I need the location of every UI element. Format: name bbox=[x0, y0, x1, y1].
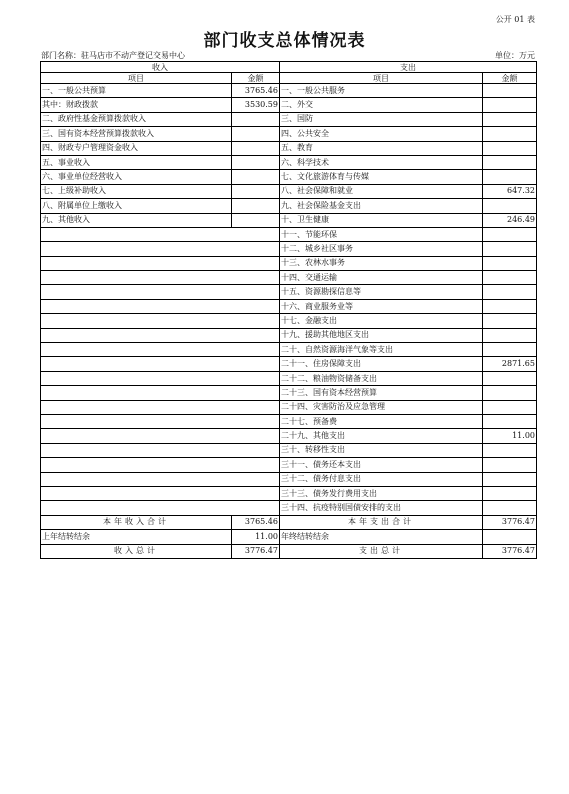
expense-item: 五、教育 bbox=[280, 141, 483, 155]
carryover-in: 11.00 bbox=[232, 530, 280, 544]
expense-amount bbox=[483, 443, 537, 457]
expense-amount bbox=[483, 414, 537, 428]
report-code: 公开 01 表 bbox=[495, 15, 535, 24]
expense-amount bbox=[483, 242, 537, 256]
expense-item: 十五、资源勘探信息等 bbox=[280, 285, 483, 299]
table-row bbox=[41, 371, 537, 385]
table-row bbox=[41, 170, 537, 184]
table-row bbox=[41, 458, 537, 472]
income-empty bbox=[41, 256, 280, 270]
table-row bbox=[41, 285, 537, 299]
income-empty bbox=[41, 242, 280, 256]
table-row bbox=[41, 486, 537, 500]
grand-income-label: 收入总计 bbox=[41, 544, 232, 558]
table-row bbox=[41, 357, 537, 371]
expense-item: 二十四、灾害防治及应急管理 bbox=[280, 400, 483, 414]
unit-label: 单位：万元 bbox=[495, 51, 535, 60]
income-empty bbox=[41, 357, 280, 371]
table-row bbox=[41, 429, 537, 443]
income-item: 二、政府性基金预算拨款收入 bbox=[41, 112, 232, 126]
table-row bbox=[41, 400, 537, 414]
expense-item: 二十三、国有资本经营预算 bbox=[280, 386, 483, 400]
expense-item: 十一、节能环保 bbox=[280, 227, 483, 241]
expense-amount bbox=[483, 386, 537, 400]
table-row bbox=[41, 213, 537, 227]
expense-item: 十、卫生健康 bbox=[280, 213, 483, 227]
expense-amount bbox=[483, 271, 537, 285]
expense-amount bbox=[483, 486, 537, 500]
income-item: 五、事业收入 bbox=[41, 155, 232, 169]
expense-item: 二十二、粮油物资储备支出 bbox=[280, 371, 483, 385]
income-amount: 3530.59 bbox=[232, 98, 280, 112]
income-empty bbox=[41, 314, 280, 328]
expense-amount bbox=[483, 400, 537, 414]
income-item-header: 项目 bbox=[41, 73, 232, 84]
income-amount bbox=[232, 213, 280, 227]
expense-item: 十四、交通运输 bbox=[280, 271, 483, 285]
table-row bbox=[41, 501, 537, 515]
income-amount-header: 金额 bbox=[232, 73, 280, 84]
expense-item: 十九、援助其他地区支出 bbox=[280, 328, 483, 342]
income-empty bbox=[41, 486, 280, 500]
table-row bbox=[41, 242, 537, 256]
table-row bbox=[41, 84, 537, 98]
income-empty bbox=[41, 328, 280, 342]
expense-amount bbox=[483, 314, 537, 328]
expense-item: 三十、转移性支出 bbox=[280, 443, 483, 457]
table-row bbox=[41, 386, 537, 400]
income-amount bbox=[232, 141, 280, 155]
income-empty bbox=[41, 458, 280, 472]
income-empty bbox=[41, 414, 280, 428]
expense-item: 二十九、其他支出 bbox=[280, 429, 483, 443]
income-empty bbox=[41, 271, 280, 285]
expense-amount: 647.32 bbox=[483, 184, 537, 198]
expense-amount: 246.49 bbox=[483, 213, 537, 227]
expense-amount bbox=[483, 299, 537, 313]
table-row bbox=[41, 155, 537, 169]
expense-item: 二十一、住房保障支出 bbox=[280, 357, 483, 371]
income-empty bbox=[41, 443, 280, 457]
table-row bbox=[41, 98, 537, 112]
income-empty bbox=[41, 472, 280, 486]
expense-amount bbox=[483, 127, 537, 141]
expense-amount bbox=[483, 199, 537, 213]
income-amount: 3765.46 bbox=[232, 84, 280, 98]
income-item: 四、财政专户管理资金收入 bbox=[41, 141, 232, 155]
page-title: 部门收支总体情况表 bbox=[203, 31, 366, 51]
expense-item: 三十一、债务还本支出 bbox=[280, 458, 483, 472]
expense-amount bbox=[483, 141, 537, 155]
expense-item: 十二、城乡社区事务 bbox=[280, 242, 483, 256]
income-empty bbox=[41, 227, 280, 241]
expense-amount bbox=[483, 371, 537, 385]
table-row bbox=[41, 443, 537, 457]
table-row bbox=[41, 271, 537, 285]
expense-item: 二十、自然资源海洋气象等支出 bbox=[280, 343, 483, 357]
carryover-out bbox=[483, 530, 537, 544]
expense-item: 一、一般公共服务 bbox=[280, 84, 483, 98]
table-row bbox=[41, 199, 537, 213]
income-amount bbox=[232, 199, 280, 213]
table-row bbox=[41, 256, 537, 270]
grand-expense-label: 支出总计 bbox=[280, 544, 483, 558]
expense-amount bbox=[483, 256, 537, 270]
income-amount bbox=[232, 127, 280, 141]
expense-item: 三十四、抗疫特别国债安排的支出 bbox=[280, 501, 483, 515]
expense-item: 二十七、预备费 bbox=[280, 414, 483, 428]
header-row-sections bbox=[41, 62, 537, 73]
income-empty bbox=[41, 429, 280, 443]
expense-amount: 11.00 bbox=[483, 429, 537, 443]
expense-item: 八、社会保障和就业 bbox=[280, 184, 483, 198]
income-item: 一、一般公共预算 bbox=[41, 84, 232, 98]
expense-amount bbox=[483, 155, 537, 169]
table-row bbox=[41, 184, 537, 198]
table-row bbox=[41, 472, 537, 486]
department-name: 部门名称：驻马店市不动产登记交易中心 bbox=[41, 51, 185, 60]
expense-header: 支出 bbox=[280, 62, 537, 73]
income-item: 七、上级补助收入 bbox=[41, 184, 232, 198]
income-item: 三、国有资本经营预算拨款收入 bbox=[41, 127, 232, 141]
income-empty bbox=[41, 299, 280, 313]
expense-amount bbox=[483, 84, 537, 98]
expense-item: 十六、商业服务业等 bbox=[280, 299, 483, 313]
table-row bbox=[41, 299, 537, 313]
grand-total-row bbox=[41, 544, 537, 558]
table-row bbox=[41, 227, 537, 241]
income-item: 九、其他收入 bbox=[41, 213, 232, 227]
total-row bbox=[41, 515, 537, 529]
table-row bbox=[41, 127, 537, 141]
expense-item: 三十二、债务付息支出 bbox=[280, 472, 483, 486]
table-row bbox=[41, 328, 537, 342]
income-total-label: 本年收入合计 bbox=[41, 515, 232, 529]
grand-expense: 3776.47 bbox=[483, 544, 537, 558]
expense-amount bbox=[483, 343, 537, 357]
expense-amount bbox=[483, 227, 537, 241]
expense-item: 九、社会保险基金支出 bbox=[280, 199, 483, 213]
table-row bbox=[41, 343, 537, 357]
income-empty bbox=[41, 400, 280, 414]
table-row bbox=[41, 414, 537, 428]
income-amount bbox=[232, 170, 280, 184]
expense-item: 六、科学技术 bbox=[280, 155, 483, 169]
grand-income: 3776.47 bbox=[232, 544, 280, 558]
expense-amount-header: 金额 bbox=[483, 73, 537, 84]
expense-item: 十七、金融支出 bbox=[280, 314, 483, 328]
expense-item-header: 项目 bbox=[280, 73, 483, 84]
expense-item: 四、公共安全 bbox=[280, 127, 483, 141]
income-amount bbox=[232, 184, 280, 198]
expense-amount bbox=[483, 328, 537, 342]
table-row bbox=[41, 141, 537, 155]
expense-amount bbox=[483, 472, 537, 486]
expense-item: 十三、农林水事务 bbox=[280, 256, 483, 270]
income-amount bbox=[232, 112, 280, 126]
table-row bbox=[41, 112, 537, 126]
income-item: 八、附属单位上缴收入 bbox=[41, 199, 232, 213]
table-body bbox=[41, 62, 537, 559]
expense-amount bbox=[483, 458, 537, 472]
income-item: 六、事业单位经营收入 bbox=[41, 170, 232, 184]
income-empty bbox=[41, 386, 280, 400]
expense-item: 三十三、债务发行费用支出 bbox=[280, 486, 483, 500]
expense-item: 三、国防 bbox=[280, 112, 483, 126]
expense-item: 二、外交 bbox=[280, 98, 483, 112]
carryover-row bbox=[41, 530, 537, 544]
expense-total-label: 本年支出合计 bbox=[280, 515, 483, 529]
expense-amount bbox=[483, 98, 537, 112]
income-header: 收入 bbox=[41, 62, 280, 73]
income-total: 3765.46 bbox=[232, 515, 280, 529]
income-amount bbox=[232, 155, 280, 169]
expense-amount bbox=[483, 112, 537, 126]
expense-amount bbox=[483, 285, 537, 299]
header-row-columns bbox=[41, 73, 537, 84]
expense-amount bbox=[483, 501, 537, 515]
expense-item: 七、文化旅游体育与传媒 bbox=[280, 170, 483, 184]
table-row bbox=[41, 314, 537, 328]
income-empty bbox=[41, 343, 280, 357]
budget-table bbox=[40, 61, 537, 559]
income-item: 其中：财政拨款 bbox=[41, 98, 232, 112]
income-empty bbox=[41, 371, 280, 385]
expense-amount bbox=[483, 170, 537, 184]
expense-amount: 2871.65 bbox=[483, 357, 537, 371]
income-empty bbox=[41, 285, 280, 299]
income-empty bbox=[41, 501, 280, 515]
expense-total: 3776.47 bbox=[483, 515, 537, 529]
carryover-in-label: 上年结转结余 bbox=[41, 530, 232, 544]
carryover-out-label: 年终结转结余 bbox=[280, 530, 483, 544]
